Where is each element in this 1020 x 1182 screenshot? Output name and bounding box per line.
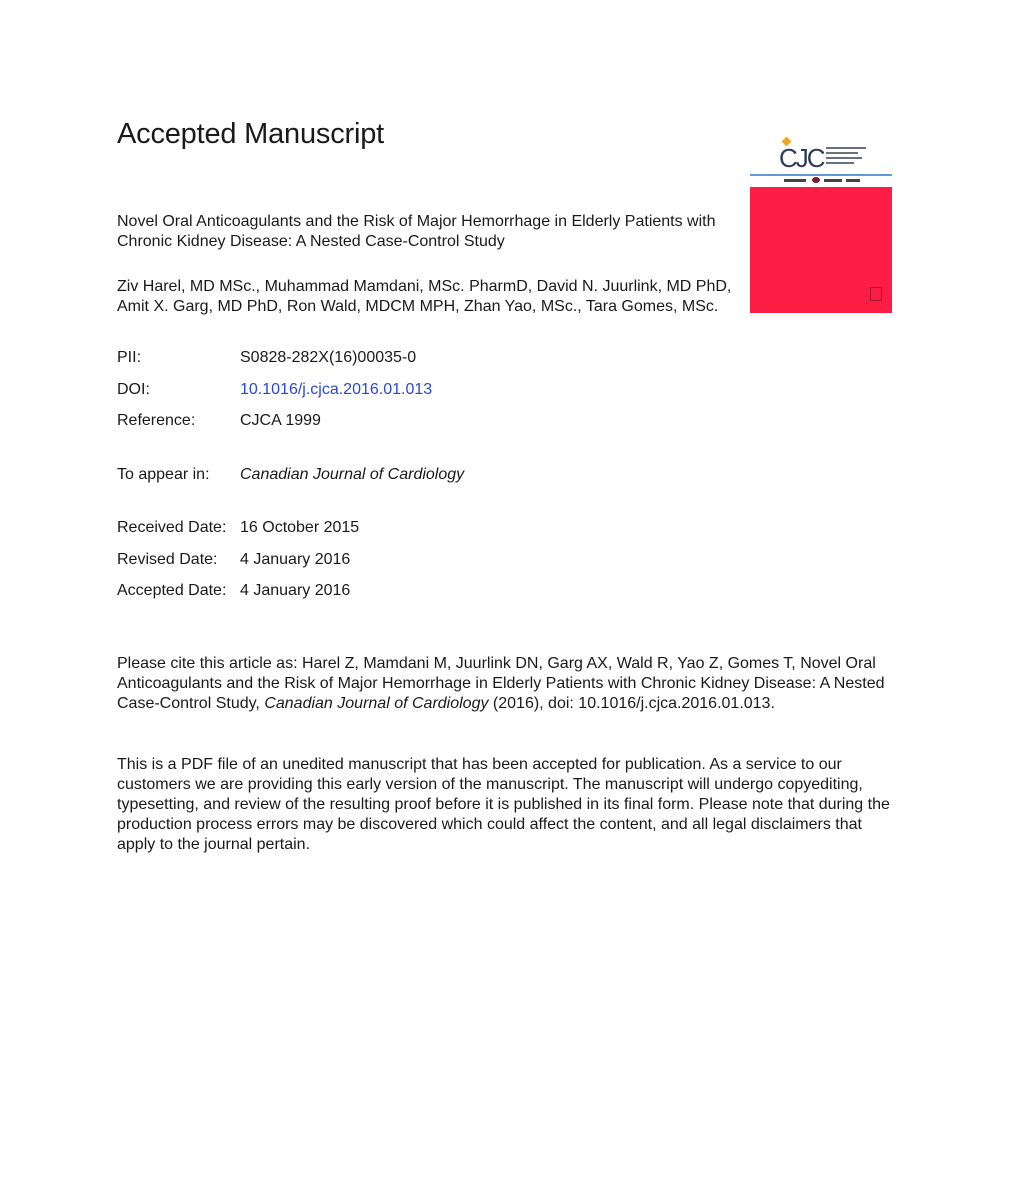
doi-label: DOI: [117,381,150,398]
journal-cover-strip [750,174,892,187]
page-heading: Accepted Manuscript [117,118,384,150]
publisher-mark-icon [870,287,882,301]
received-date-value: 16 October 2015 [240,519,360,536]
pii-label: PII: [117,349,142,366]
citation-journal: Canadian Journal of Cardiology [264,695,489,712]
journal-logo-subtitle-lines [826,147,866,167]
article-title: Novel Oral Anticoagulants and the Risk of Major Hemorrhage in Elderly Patients with Chronic Kidney Disease: A Nested Case-Control Study [117,213,716,250]
revised-date-value: 4 January 2016 [240,551,351,568]
appear-in-label: To appear in: [117,466,210,483]
journal-cover-image [750,137,892,313]
revised-date-label: Revised Date: [117,551,218,568]
reference-label: Reference: [117,412,196,429]
citation-paragraph [117,654,897,714]
manuscript-notice: This is a PDF file of an unedited manuscript that has been accepted for publication. As a service to our customers we are providing this early version of the manuscript. The manuscript will undergo copyediting, typesetting, and review of the resulting proof before it is published in its final form. Please note that during the production process errors may be discovered which could affect the content, and all legal disclaimers that apply to the journal pertain. [117,756,890,853]
citation-suffix: (2016), doi: 10.1016/j.cjca.2016.01.013. [488,695,775,712]
accepted-date-label: Accepted Date: [117,582,227,599]
accepted-date-value: 4 January 2016 [240,582,351,599]
journal-cover-panel [750,187,892,313]
reference-value: CJCA 1999 [240,412,321,429]
doi-link[interactable]: 10.1016/j.cjca.2016.01.013 [240,381,433,398]
journal-logo: CJC [779,143,824,173]
appear-in-journal: Canadian Journal of Cardiology [240,466,465,483]
journal-cover-header [750,137,892,174]
article-authors: Ziv Harel, MD MSc., Muhammad Mamdani, MSc. PharmD, David N. Juurlink, MD PhD, Amit X. Garg, MD PhD, Ron Wald, MDCM MPH, Zhan Yao, MSc., Tara Gomes, MSc. [117,278,732,315]
received-date-label: Received Date: [117,519,227,536]
citation-prefix: Please cite this article as: Harel Z, Mamdani M, Juurlink DN, Garg AX, Wald R, Yao Z, Gomes T, Novel Oral Anticoagulants and the Risk of Major Hemorrhage in Elderly Patients with Chronic Kidney Disease: A Nested Case-Control Study, [117,655,885,712]
pii-value: S0828-282X(16)00035-0 [240,349,417,366]
